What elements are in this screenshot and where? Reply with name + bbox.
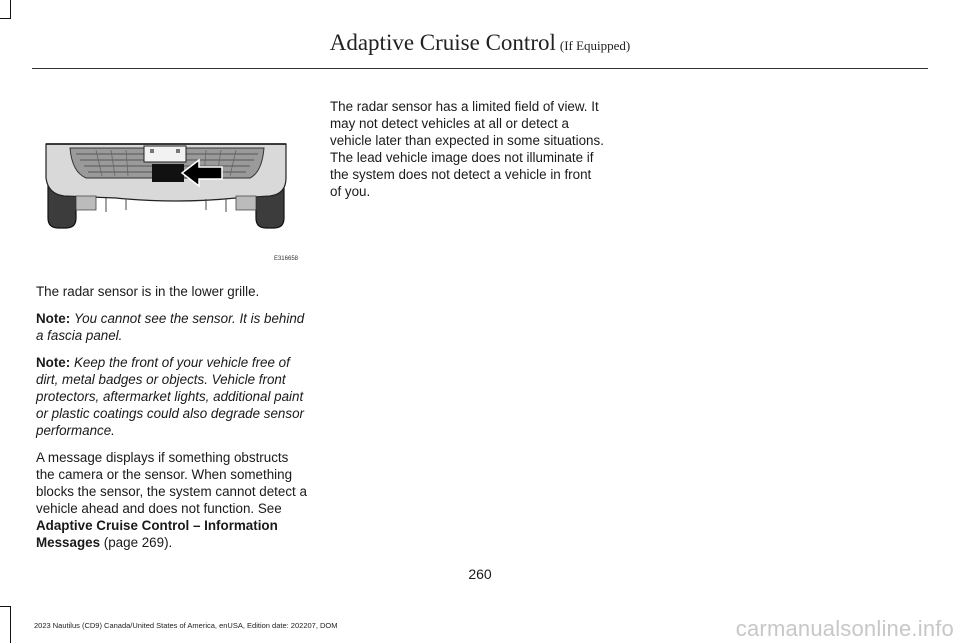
paragraph-text: A message displays if something obstructs the camera or the sensor. When something blocks the sensor, the system cannot detect a vehicle ahead and does not function. See xyxy=(36,450,307,516)
page-subtitle: (If Equipped) xyxy=(559,38,631,53)
radar-sensor-illustration xyxy=(36,100,306,265)
right-column xyxy=(330,98,604,210)
page-title: Adaptive Cruise Control xyxy=(329,30,556,55)
crop-mark-top-left-h xyxy=(0,18,11,19)
paragraph-field-of-view: The radar sensor has a limited field of view. It may not detect vehicles at all or detect a vehicle later than expected in some situations. The lead vehicle image does not illuminate if the system does not detect a vehicle in front of you. xyxy=(330,99,604,199)
crop-mark-bottom-left-v xyxy=(10,606,11,643)
cross-reference-link[interactable]: Adaptive Cruise Control – Information Messages xyxy=(36,518,278,550)
note-text: You cannot see the sensor. It is behind a fascia panel. xyxy=(36,311,305,343)
left-column xyxy=(36,283,308,561)
page-header xyxy=(0,30,960,56)
crop-mark-top-left-v xyxy=(10,0,11,18)
header-rule xyxy=(32,68,928,69)
note-label: Note: xyxy=(36,355,71,370)
watermark: carmanualsonline.info xyxy=(735,616,954,641)
crop-mark-bottom-left-h xyxy=(0,606,11,607)
vehicle-front-drawing xyxy=(36,100,306,265)
paragraph-sensor-location: The radar sensor is in the lower grille. xyxy=(36,284,260,299)
radar-sensor-block xyxy=(152,164,184,182)
note-label: Note: xyxy=(36,311,71,326)
paragraph-obstruction-message xyxy=(36,449,308,551)
page-reference: (page 269). xyxy=(103,535,173,550)
note-text: Keep the front of your vehicle free of dirt, metal badges or objects. Vehicle front protectors, aftermarket lights, additional paint or plastic coatings could also degrade sensor performance. xyxy=(36,355,304,438)
page-number: 260 xyxy=(468,566,492,582)
figure-code: E316658 xyxy=(273,256,298,262)
footer-edition-info: 2023 Nautilus (CD9) Canada/United States of America, enUSA, Edition date: 202207, DOM xyxy=(34,621,338,630)
note-keep-clean xyxy=(36,354,308,439)
note-sensor-hidden xyxy=(36,310,308,344)
